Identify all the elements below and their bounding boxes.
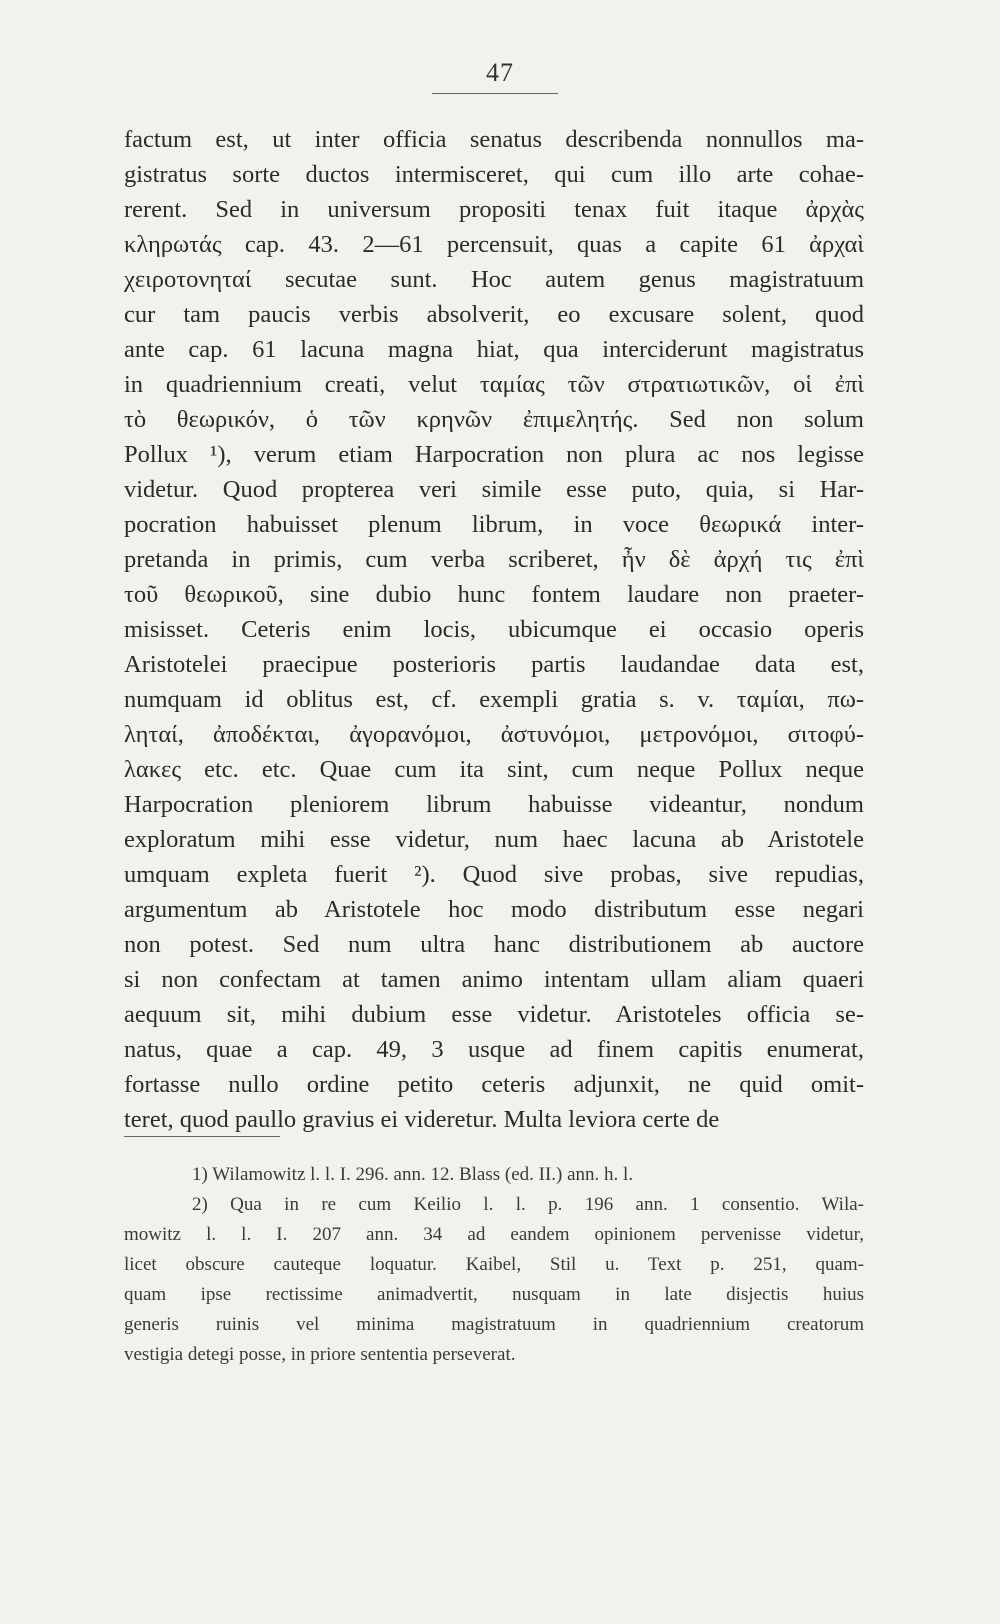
text-line: fortasse nullo ordine petito ceteris adjunxit, ne quid omit- [124,1071,864,1098]
text-line: rerent. Sed in universum propositi tenax fuit itaque ἀρχὰς [124,196,864,223]
text-line: κληρωτάς cap. 43. 2—61 percensuit, quas a capite 61 ἀρχαὶ [124,231,864,258]
text-line: umquam expleta fuerit ²). Quod sive probas, sive repudias, [124,861,864,888]
text-line: τὸ θεωρικόν, ὁ τῶν κρηνῶν ἐπιμελητής. Sed non solum [124,406,864,433]
text-line: factum est, ut inter officia senatus describenda nonnullos ma- [124,126,864,153]
text-line: teret, quod paullo gravius ei videretur. Multa leviora certe de [124,1106,720,1133]
footnote-line: mowitz l. l. I. 207 ann. 34 ad eandem opinionem pervenisse videtur, [124,1224,864,1245]
footnote-separator [124,1136,280,1137]
text-line: exploratum mihi esse videtur, num haec lacuna ab Aristotele [124,826,864,853]
page-number-rule [432,93,558,94]
text-line: si non confectam at tamen animo intentam ullam aliam quaeri [124,966,864,993]
text-line: ante cap. 61 lacuna magna hiat, qua interciderunt magistratus [124,336,864,363]
text-line: natus, quae a cap. 49, 3 usque ad finem capitis enumerat, [124,1036,864,1063]
text-line: in quadriennium creati, velut ταμίας τῶν στρατιωτικῶν, οἱ ἐπὶ [124,371,864,398]
footnote-line: quam ipse rectissime animadvertit, nusquam in late disjectis huius [124,1284,864,1305]
page-number: 47 [486,58,514,87]
footnote-line: vestigia detegi posse, in priore sententia perseverat. [124,1344,516,1365]
text-line: Pollux ¹), verum etiam Harpocration non plura ac nos legisse [124,441,864,468]
text-line: λακες etc. etc. Quae cum ita sint, cum neque Pollux neque [124,756,864,783]
text-line: cur tam paucis verbis absolverit, eo excusare solent, quod [124,301,864,328]
text-line: ληταί, ἀποδέκται, ἀγορανόμοι, ἀστυνόμοι, μετρονόμοι, σιτοφύ- [124,721,864,748]
text-line: non potest. Sed num ultra hanc distributionem ab auctore [124,931,864,958]
footnote-line: generis ruinis vel minima magistratuum in quadriennium creatorum [124,1314,864,1335]
text-line: pretanda in primis, cum verba scriberet, ἦν δὲ ἀρχή τις ἐπὶ [124,546,864,573]
text-line: pocration habuisset plenum librum, in voce θεωρικά inter- [124,511,864,538]
text-line: argumentum ab Aristotele hoc modo distributum esse negari [124,896,864,923]
footnote-2: 2) Qua in re cum Keilio l. l. p. 196 ann. 1 consentio. Wila- [192,1194,864,1215]
footnote-line: licet obscure cauteque loquatur. Kaibel, Stil u. Text p. 251, quam- [124,1254,864,1275]
text-line: χειροτονηταί secutae sunt. Hoc autem genus magistratuum [124,266,864,293]
text-line: aequum sit, mihi dubium esse videtur. Aristoteles officia se- [124,1001,864,1028]
text-line: Aristotelei praecipue posterioris partis laudandae data est, [124,651,864,678]
text-line: τοῦ θεωρικοῦ, sine dubio hunc fontem laudare non praeter- [124,581,864,608]
text-line: misisset. Ceteris enim locis, ubicumque ei occasio operis [124,616,864,643]
body-text [124,122,864,1137]
text-line: Harpocration pleniorem librum habuisse videantur, nondum [124,791,864,818]
text-line: videtur. Quod propterea veri simile esse puto, quia, si Har- [124,476,864,503]
text-line: gistratus sorte ductos intermisceret, qui cum illo arte cohae- [124,161,864,188]
text-line: numquam id oblitus est, cf. exempli gratia s. v. ταμίαι, πω- [124,686,864,713]
footnotes [124,1160,864,1370]
footnote-1: 1) Wilamowitz l. l. I. 296. ann. 12. Blass (ed. II.) ann. h. l. [192,1164,634,1185]
